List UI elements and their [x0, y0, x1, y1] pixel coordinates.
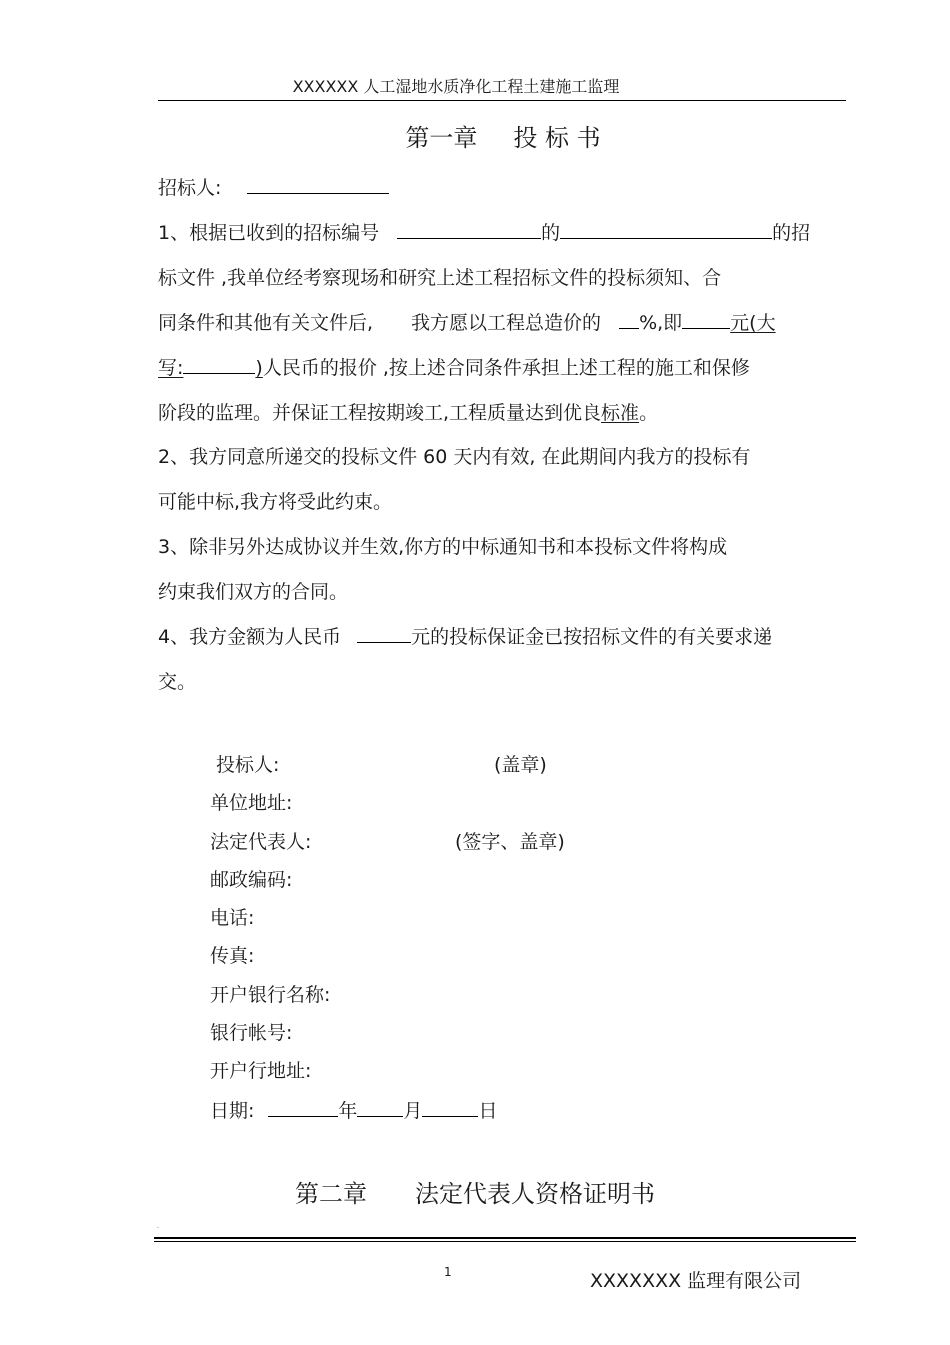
para1-text: %,即	[639, 312, 683, 334]
day-label: 日	[478, 1100, 498, 1122]
para1-text: )	[255, 357, 263, 379]
header-divider	[158, 100, 846, 101]
para3-line1: 3、除非另外达成协议并生效,你方的中标通知书和本投标文件将构成	[158, 536, 728, 558]
deposit-blank	[357, 622, 411, 643]
bidder-label: 投标人:	[216, 754, 280, 776]
para4-line2: 交。	[158, 671, 197, 693]
para1-text: 。	[639, 402, 659, 424]
para1-text: 人民币的报价 ,按上述合同条件承担上述工程的施工和保修	[262, 357, 750, 379]
amount-blank	[682, 308, 730, 329]
footer-divider-thin	[154, 1241, 856, 1242]
footer-company: XXXXXXX 监理有限公司	[590, 1270, 802, 1292]
chapter2-label: 第二章	[295, 1180, 367, 1208]
para4-text: 元的投标保证金已按招标文件的有关要求递	[411, 626, 773, 648]
bank-name-label: 开户银行名称:	[210, 984, 331, 1006]
seal-note: (盖章)	[494, 754, 547, 776]
sign-seal-note: (签字、盖章)	[455, 831, 565, 853]
footer-divider-thick	[154, 1237, 856, 1239]
bank-account-label: 银行帐号:	[210, 1022, 293, 1044]
year-label: 年	[338, 1100, 358, 1122]
para1-text: 元(大	[730, 312, 776, 334]
para2-line1: 2、我方同意所递交的投标文件 60 天内有效, 在此期间内我方的投标有	[158, 446, 751, 468]
legal-rep-label: 法定代表人:	[210, 831, 312, 853]
para1-line4	[158, 353, 750, 380]
day-blank	[422, 1096, 478, 1117]
para1-line1	[158, 218, 810, 245]
para1-text: 的招	[772, 222, 811, 244]
date-line	[210, 1096, 497, 1123]
tender-number-blank	[397, 218, 541, 239]
page-header-title: XXXXXX 人工湿地水质净化工程土建施工监理	[292, 77, 620, 96]
address-label: 单位地址:	[210, 792, 293, 814]
para2-line2: 可能中标,我方将受此约束。	[158, 491, 393, 513]
percent-blank	[619, 308, 639, 329]
month-blank	[357, 1096, 403, 1117]
para1-text: 同条件和其他有关文件后,	[158, 312, 374, 334]
tenderee-blank	[247, 173, 389, 194]
para1-text: 的	[541, 222, 561, 244]
fax-label: 传真:	[210, 945, 255, 967]
para1-text: 写:	[158, 357, 184, 379]
para1-line2: 标文件 ,我单位经考察现场和研究上述工程招标文件的投标须知、合	[158, 267, 722, 289]
phone-label: 电话:	[210, 907, 255, 929]
year-blank	[268, 1096, 338, 1117]
para1-text: 1、根据已收到的招标编号	[158, 222, 380, 244]
postcode-label: 邮政编码:	[210, 869, 293, 891]
para1-text: 阶段的监理。并保证工程按期竣工,工程质量达到优良	[158, 402, 602, 424]
project-name-blank	[560, 218, 772, 239]
chapter2-title: 法定代表人资格证明书	[415, 1180, 655, 1208]
tenderee-line	[158, 173, 389, 200]
page-number: 1	[444, 1265, 452, 1279]
date-label: 日期:	[210, 1100, 255, 1122]
amount-words-blank	[183, 353, 255, 374]
para1-line3	[158, 308, 776, 335]
para1-text: 我方愿以工程总造价的	[411, 312, 602, 334]
chapter1-label: 第一章	[405, 124, 478, 152]
tenderee-label: 招标人:	[158, 177, 222, 199]
page-dot: .	[157, 1223, 159, 1230]
month-label: 月	[403, 1100, 423, 1122]
chapter2-heading	[295, 1174, 655, 1209]
para1-text: 标准	[601, 402, 640, 424]
para3-line2: 约束我们双方的合同。	[158, 581, 349, 603]
chapter1-heading	[0, 118, 950, 153]
bank-address-label: 开户行地址:	[210, 1060, 312, 1082]
para4-text: 4、我方金额为人民币	[158, 626, 342, 648]
para4-line1	[158, 622, 772, 649]
chapter1-title: 投 标 书	[513, 124, 601, 152]
para1-line5	[158, 398, 658, 425]
